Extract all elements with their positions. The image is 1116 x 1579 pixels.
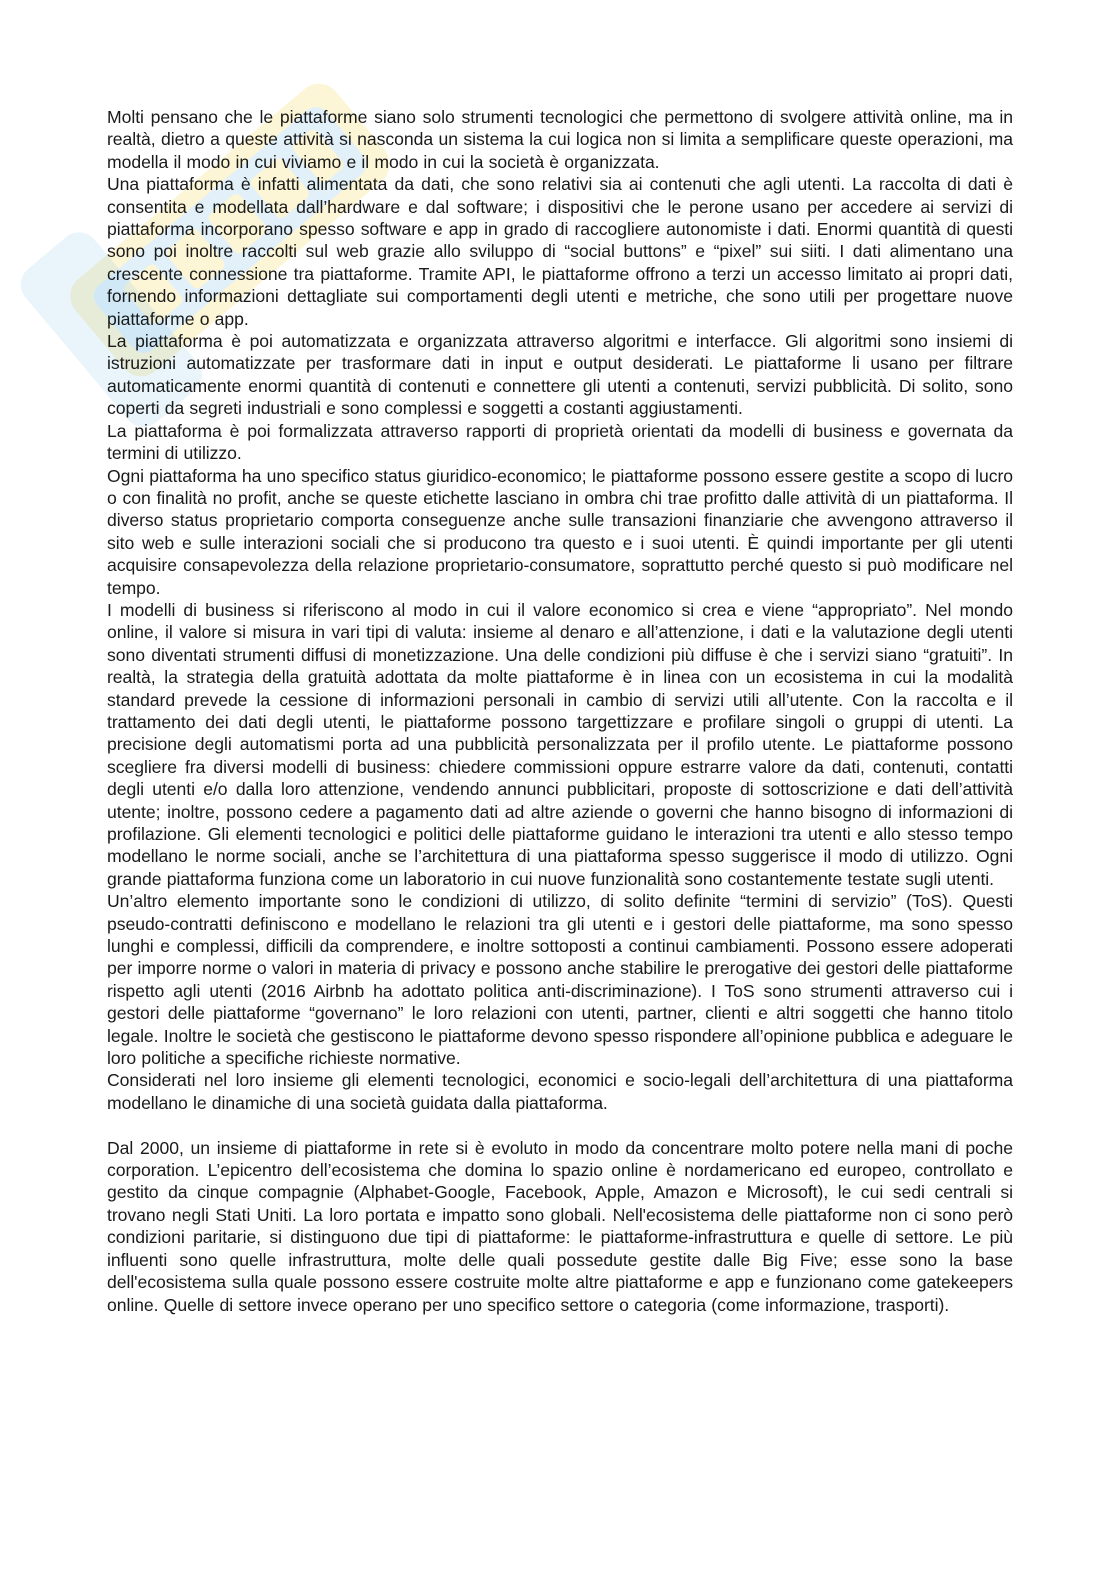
paragraph-spacer [107, 1114, 1013, 1136]
paragraph-intro: Molti pensano che le piattaforme siano solo strumenti tecnologici che permettono di svolgere attività online, ma in realtà, dietro a queste attività si nasconda un sistema la cui logica non si limita a semplificare queste operazioni, ma modella il modo in cui viviamo e il modo in cui la società è organizzata. [107, 107, 1013, 172]
paragraph-algorithms: La piattaforma è poi automatizzata e organizzata attraverso algoritmi e interfacce. Gli algoritmi sono insiemi di istruzioni automatizzate per trasformare dati in input e output desiderati. Le piattaforme li usano per filtrare automaticamente enormi quantità di contenuti e connettere gli utenti a contenuti, servizi pubblicità. Di solito, sono coperti da segreti industriali e sono complessi e soggetti a costanti aggiustamenti. [107, 331, 1013, 419]
paragraph-ownership: La piattaforma è poi formalizzata attraverso rapporti di proprietà orientati da modelli di business e governata da termini di utilizzo. [107, 420, 1013, 464]
paragraph-big-five: Dal 2000, un insieme di piattaforme in rete si è evoluto in modo da concentrare molto potere nella mani di poche corporation. L’epicentro dell’ecosistema che domina lo spazio online è nordamericano ed europeo, controllato e gestito da cinque compagnie (Alphabet-Google, Facebook, Apple, Amazon e Microsoft), le cui sedi centrali si trovano negli Stati Uniti. La loro portata e impatto sono globali. Nell'ecosistema delle piattaforme non ci sono però condizioni paritarie, si distinguono due tipi di piattaforme: le piattaforme-infrastruttura e quelle di settore. Le più influenti sono quelle infrastruttura, molte delle quali possedute gestite dalle Big Five; esse sono la base dell'ecosistema sulla quale possono essere costruite molte altre piattaforme e app e funzionano come gatekeepers online. Quelle di settore invece operano per uno specifico settore o categoria (come informazione, trasporti). [107, 1137, 1013, 1315]
paragraph-terms-of-service: Un’altro elemento importante sono le condizioni di utilizzo, di solito definite “termini di servizio” (ToS). Questi pseudo-contratti definiscono e modellano le relazioni tra gli utenti e i gestori delle piattaforme, ma sono spesso lunghi e complessi, difficili da comprendere, e inoltre sottoposti a continui cambiamenti. Possono essere adoperati per imporre norme o valori in materia di privacy e possono anche stabilire le prerogative dei gestori delle piattaforme rispetto agli utenti (2016 Airbnb ha adottato politica anti-discriminazione). I ToS sono strumenti attraverso cui i gestori delle piattaforme “governano” le loro relazioni con utenti, partner, clienti e altri soggetti che hanno titolo legale. Inoltre le società che gestiscono le piattaforme devono spesso rispondere all’opinione pubblica e adeguare le loro politiche a specifiche richieste normative. [107, 891, 1013, 1069]
paragraph-legal-status: Ogni piattaforma ha uno specifico status giuridico-economico; le piattaforme possono essere gestite a scopo di lucro o con finalità no profit, anche se queste etichette lasciano in ombra chi trae profitto dalle attività di un piattaforma. Il diverso status proprietario comporta conseguenze anche sulle transazioni finanziarie che avvengono attraverso il sito web e sulle interazioni sociali che si producono tra questo e i suoi utenti. È quindi importante per gli utenti acquisire consapevolezza della relazione proprietario-consumatore, soprattutto perché questo si può modificare nel tempo. [107, 465, 1013, 598]
paragraph-summary: Considerati nel loro insieme gli elementi tecnologici, economici e socio-legali dell’architettura di una piattaforma modellano le dinamiche di una società guidata dalla piattaforma. [107, 1070, 1013, 1113]
document-body [107, 106, 1013, 1316]
paragraph-data: Una piattaforma è infatti alimentata da dati, che sono relativi sia ai contenuti che agli utenti. La raccolta di dati è consentita e modellata dall’hardware e dal software; i dispositivi che le perone usano per accedere ai servizi di piattaforma incorporano spesso software e app in grado di raccogliere autonomiste i dati. Enormi quantità di questi sono poi inoltre raccolti sul web grazie allo sviluppo di “social buttons” e “pixel” sui siiti. I dati alimentano una crescente connessione tra piattaforme. Tramite API, le piattaforme offrono a terzi un accesso limitato ai propri dati, fornendo informazioni dettagliate sui comportamenti degli utenti e metriche, che sono utili per progettare nuove piattaforme o app. [107, 174, 1013, 329]
paragraph-business-models: I modelli di business si riferiscono al modo in cui il valore economico si crea e viene “appropriato”. Nel mondo online, il valore si misura in vari tipi di valuta: insieme al denaro e all’attenzione, i dati e la valutazione degli utenti sono diventati strumenti diffusi di monetizzazione. Una delle condizioni più diffuse è che i servizi siano “gratuiti”. In realtà, la strategia della gratuità adottata da molte piattaforme è in linea con un ecosistema in cui la modalità standard prevede la cessione di informazioni personali in cambio di servizi utili all’utente. Con la raccolta e il trattamento dei dati degli utenti, le piattaforme possono targettizzare e profilare singoli o gruppi di utenti. La precisione degli automatismi porta ad una pubblicità personalizzata per il profilo utente. Le piattaforme possono scegliere fra diversi modelli di business: chiedere commissioni oppure estrarre valore da dati, contenuti, contatti degli utenti e/o dalla loro attenzione, vendendo annunci pubblicitari, proposte di sottoscrizione e dati dell’attività utente; inoltre, possono cedere a pagamento dati ad altre aziende o governi che hanno bisogno di informazioni di profilazione. Gli elementi tecnologici e politici delle piattaforme guidano le interazioni tra utenti e allo stesso tempo modellano le norme sociali, anche se l’architettura di una piattaforma spesso suggerisce il modo di utilizzo. Ogni grande piattaforma funziona come un laboratorio in cui nuove funzionalità sono costantemente testate sugli utenti. [107, 599, 1013, 889]
